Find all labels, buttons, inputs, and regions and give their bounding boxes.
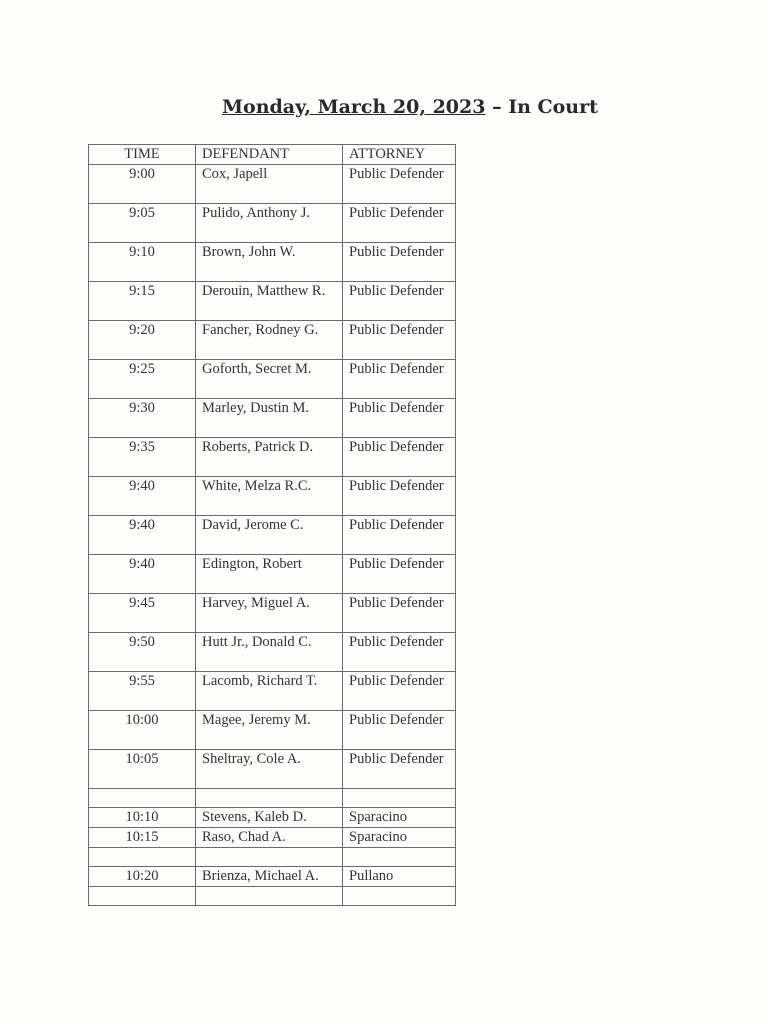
table-row (89, 711, 456, 750)
cell-defendant: Magee, Jeremy M. (196, 711, 343, 750)
table-row (89, 282, 456, 321)
cell-time: 9:55 (89, 672, 196, 711)
cell-time: 9:40 (89, 555, 196, 594)
blank-cell (343, 848, 456, 867)
cell-defendant: Fancher, Rodney G. (196, 321, 343, 360)
blank-row (89, 848, 456, 867)
blank-row (89, 887, 456, 906)
table-header-row (89, 145, 456, 165)
table-row (89, 555, 456, 594)
cell-defendant: Sheltray, Cole A. (196, 750, 343, 789)
blank-cell (89, 887, 196, 906)
cell-attorney: Public Defender (343, 711, 456, 750)
cell-attorney: Sparacino (343, 828, 456, 848)
table-row (89, 867, 456, 887)
table-row (89, 477, 456, 516)
cell-time: 9:50 (89, 633, 196, 672)
blank-cell (89, 848, 196, 867)
cell-time: 9:45 (89, 594, 196, 633)
page-title-suffix: – In Court (485, 96, 598, 118)
cell-time: 9:15 (89, 282, 196, 321)
header-time: TIME (89, 145, 196, 165)
cell-attorney: Public Defender (343, 516, 456, 555)
cell-defendant: Brienza, Michael A. (196, 867, 343, 887)
cell-time: 9:05 (89, 204, 196, 243)
table-row (89, 828, 456, 848)
table-row (89, 750, 456, 789)
cell-defendant: Goforth, Secret M. (196, 360, 343, 399)
court-schedule-table (88, 144, 456, 906)
cell-time: 10:20 (89, 867, 196, 887)
table-row (89, 399, 456, 438)
cell-defendant: Cox, Japell (196, 165, 343, 204)
table-row (89, 204, 456, 243)
page-title (222, 96, 598, 118)
table-row (89, 438, 456, 477)
cell-defendant: Hutt Jr., Donald C. (196, 633, 343, 672)
cell-attorney: Pullano (343, 867, 456, 887)
cell-attorney: Sparacino (343, 808, 456, 828)
cell-time: 10:05 (89, 750, 196, 789)
cell-defendant: Marley, Dustin M. (196, 399, 343, 438)
cell-time: 9:00 (89, 165, 196, 204)
header-attorney: ATTORNEY (343, 145, 456, 165)
cell-attorney: Public Defender (343, 243, 456, 282)
table-row (89, 243, 456, 282)
table-row (89, 594, 456, 633)
header-defendant: DEFENDANT (196, 145, 343, 165)
cell-time: 9:10 (89, 243, 196, 282)
cell-defendant: Edington, Robert (196, 555, 343, 594)
cell-attorney: Public Defender (343, 204, 456, 243)
page-title-date: Monday, March 20, 2023 (222, 96, 486, 118)
cell-defendant: Pulido, Anthony J. (196, 204, 343, 243)
cell-time: 9:40 (89, 516, 196, 555)
cell-defendant: Roberts, Patrick D. (196, 438, 343, 477)
blank-cell (196, 887, 343, 906)
cell-attorney: Public Defender (343, 672, 456, 711)
cell-time: 9:30 (89, 399, 196, 438)
cell-defendant: White, Melza R.C. (196, 477, 343, 516)
cell-time: 9:40 (89, 477, 196, 516)
cell-defendant: Raso, Chad A. (196, 828, 343, 848)
cell-time: 10:10 (89, 808, 196, 828)
table-row (89, 321, 456, 360)
cell-defendant: Stevens, Kaleb D. (196, 808, 343, 828)
table-row (89, 672, 456, 711)
cell-attorney: Public Defender (343, 594, 456, 633)
cell-defendant: David, Jerome C. (196, 516, 343, 555)
cell-attorney: Public Defender (343, 438, 456, 477)
table-row (89, 516, 456, 555)
table-row (89, 808, 456, 828)
cell-attorney: Public Defender (343, 360, 456, 399)
blank-cell (196, 848, 343, 867)
cell-time: 9:35 (89, 438, 196, 477)
cell-time: 10:15 (89, 828, 196, 848)
cell-time: 10:00 (89, 711, 196, 750)
table-row (89, 633, 456, 672)
cell-time: 9:25 (89, 360, 196, 399)
table-row (89, 360, 456, 399)
blank-cell (89, 789, 196, 808)
blank-row (89, 789, 456, 808)
cell-defendant: Derouin, Matthew R. (196, 282, 343, 321)
cell-defendant: Harvey, Miguel A. (196, 594, 343, 633)
cell-attorney: Public Defender (343, 633, 456, 672)
cell-attorney: Public Defender (343, 165, 456, 204)
cell-attorney: Public Defender (343, 399, 456, 438)
cell-attorney: Public Defender (343, 750, 456, 789)
cell-attorney: Public Defender (343, 555, 456, 594)
cell-attorney: Public Defender (343, 477, 456, 516)
cell-defendant: Brown, John W. (196, 243, 343, 282)
blank-cell (343, 789, 456, 808)
cell-attorney: Public Defender (343, 321, 456, 360)
cell-attorney: Public Defender (343, 282, 456, 321)
cell-defendant: Lacomb, Richard T. (196, 672, 343, 711)
blank-cell (196, 789, 343, 808)
blank-cell (343, 887, 456, 906)
cell-time: 9:20 (89, 321, 196, 360)
table-row (89, 165, 456, 204)
